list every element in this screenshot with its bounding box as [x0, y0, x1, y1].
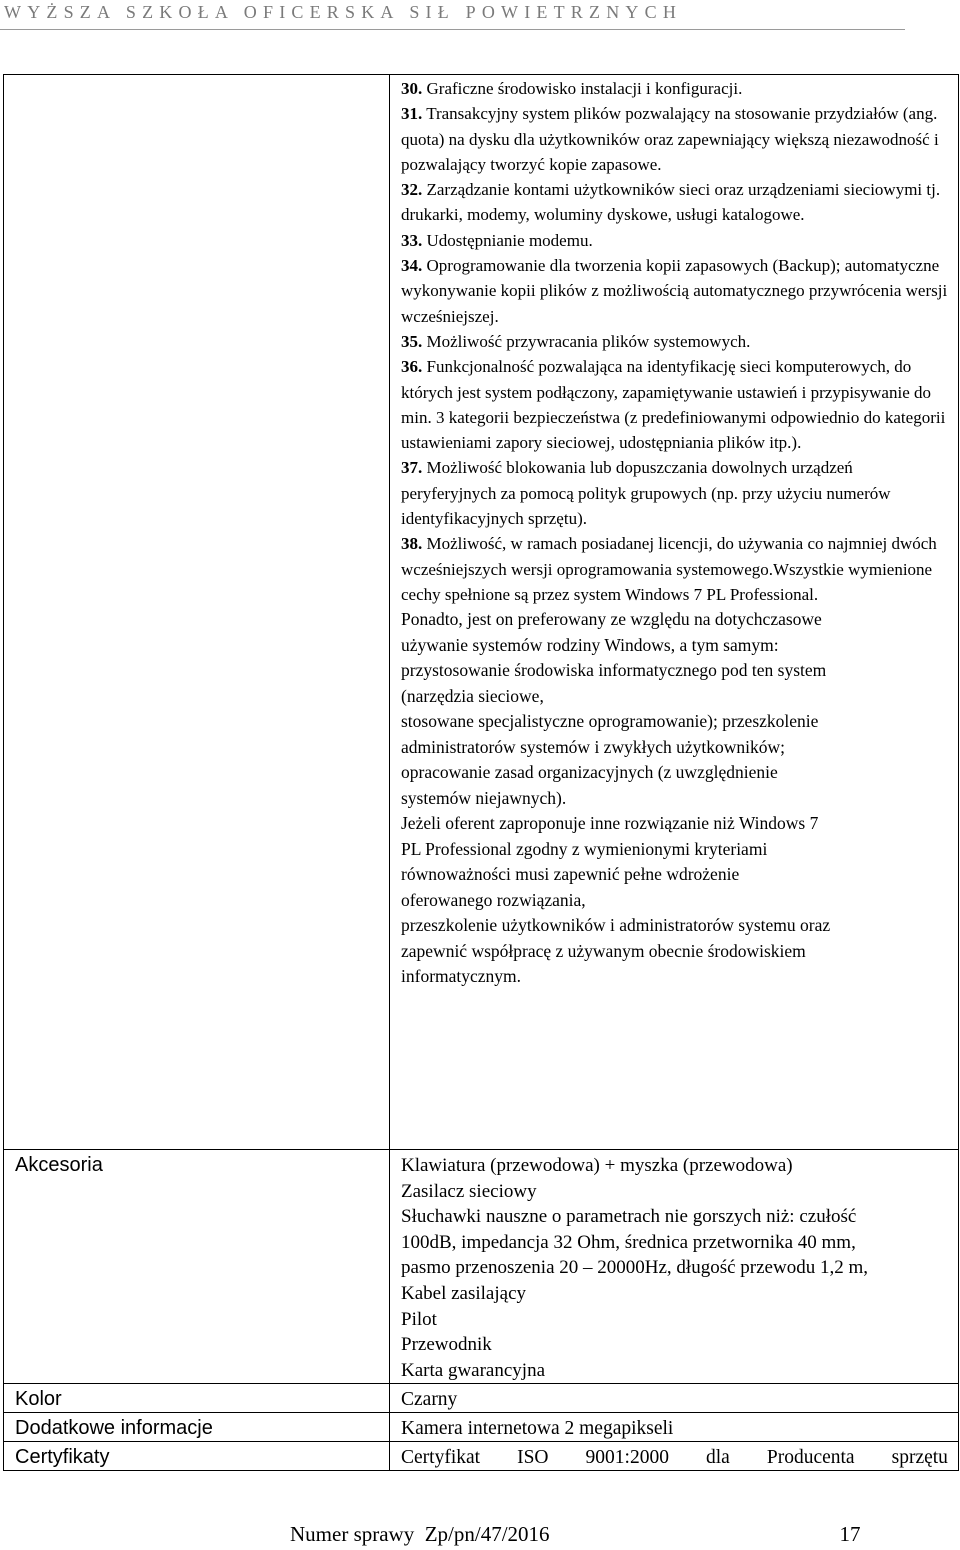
accessory-line: Kabel zasilający — [401, 1282, 527, 1304]
certificate-word: Certyfikat — [401, 1447, 481, 1469]
certificate-word: dla — [706, 1447, 730, 1469]
certificate-word: 9001:2000 — [585, 1447, 669, 1469]
requirement-item: 34. Oprogramowanie dla tworzenia kopii zapasowych (Backup); automatyczne wykonywanie kopii plików z możliwością automatycznego przywrócenia wersji wcześniejszej. — [401, 256, 948, 326]
requirement-item: 30. Graficzne środowisko instalacji i konfiguracji. — [401, 79, 743, 98]
paragraph-line: przeszkolenie użytkowników i administratorów systemu oraz — [401, 915, 831, 936]
requirement-item: 35. Możliwość przywracania plików systemowych. — [401, 331, 751, 351]
accessory-line: Przewodnik — [401, 1334, 492, 1356]
certificates-value — [401, 1442, 948, 1470]
os-requirements-row — [4, 75, 959, 1150]
accessory-line: 100dB, impedancja 32 Ohm, średnica przetwornika 40 mm, — [401, 1231, 856, 1253]
paragraph-line: opracowanie zasad organizacyjnych (z uwzględnienie — [401, 762, 778, 783]
requirement-item: 32. Zarządzanie kontami użytkowników sieci oraz urządzeniami sieciowymi tj. drukarki, modemy, woluminy dyskowe, usługi katalogowe. — [401, 180, 941, 225]
accessories-value — [390, 1150, 959, 1384]
requirement-item: 33. Udostępnianie modemu. — [401, 230, 593, 250]
accessory-line: Zasilacz sieciowy — [401, 1180, 537, 1202]
paragraph-line: administratorów systemów i zwykłych użytkowników; — [401, 736, 785, 757]
os-requirements-cell — [390, 75, 959, 1150]
certificate-word: sprzętu — [891, 1447, 948, 1469]
institution-header: WYŻSZA SZKOŁA OFICERSKA SIŁ POWIETRZNYCH — [4, 2, 683, 22]
paragraph-line: PL Professional zgodny z wymienionymi kryteriami — [401, 838, 768, 859]
paragraph-line: przystosowanie środowiska informatycznego pod ten system — [401, 660, 827, 681]
accessories-label: Akcesoria — [4, 1150, 390, 1384]
color-value-cell — [390, 1384, 959, 1413]
accessory-line: Klawiatura (przewodowa) + myszka (przewodowa) — [401, 1155, 793, 1176]
color-label: Kolor — [4, 1384, 390, 1413]
certificates-value-cell — [390, 1442, 959, 1471]
requirement-item: 37. Możliwość blokowania lub dopuszczania dowolnych urządzeń peryferyjnych za pomocą polityk grupowych (np. przy użyciu numerów identyfikacyjnych sprzętu). — [401, 458, 891, 529]
equivalence-paragraph — [401, 811, 948, 990]
accessory-line: pasmo przenoszenia 20 – 20000Hz, długość przewodu 1,2 m, — [401, 1257, 868, 1279]
case-number: Numer sprawy Zp/pn/47/2016 — [290, 1522, 550, 1546]
accessory-line: Karta gwarancyjna — [401, 1359, 546, 1381]
page-number: 17 — [839, 1522, 861, 1546]
header-rule — [0, 29, 905, 30]
color-value: Czarny — [401, 1389, 458, 1411]
requirement-item: 31. Transakcyjny system plików pozwalający na stosowanie przydziałów (ang. quota) na dysku dla użytkowników oraz zapewniający większą niezawodność i pozwalający tworzyć kopie zapasowe. — [401, 104, 939, 174]
specification-table — [3, 74, 959, 1471]
paragraph-line: oferowanego rozwiązania, — [401, 889, 586, 910]
empty-label-cell — [4, 75, 390, 1150]
extra-info-value: Kamera internetowa 2 megapikseli — [401, 1418, 674, 1440]
extra-info-value-cell — [390, 1413, 959, 1442]
certificate-word: ISO — [517, 1447, 549, 1469]
accessory-line: Pilot — [401, 1308, 437, 1330]
extra-info-row — [4, 1413, 959, 1442]
preference-paragraph — [401, 607, 948, 811]
paragraph-line: (narzędzia sieciowe, — [401, 685, 544, 706]
accessory-line: Słuchawki nauszne o parametrach nie gorszych niż: czułość — [401, 1206, 857, 1228]
certificates-row — [4, 1442, 959, 1471]
extra-info-label: Dodatkowe informacje — [4, 1413, 390, 1442]
paragraph-line: Ponadto, jest on preferowany ze względu na dotychczasowe — [401, 609, 822, 630]
color-row — [4, 1384, 959, 1413]
paragraph-line: Jeżeli oferent zaproponuje inne rozwiązanie niż Windows 7 — [401, 813, 819, 834]
accessories-row — [4, 1150, 959, 1384]
paragraph-line: stosowane specjalistyczne oprogramowanie); przeszkolenie — [401, 711, 819, 732]
requirement-item: 36. Funkcjonalność pozwalająca na identyfikację sieci komputerowych, do których jest system podłączony, zapamiętywanie ustawień i przypisywanie do min. 3 kategorii bezpieczeństwa (z predefiniowanymi odpowiednio do kategorii ustawieniami zapory sieciowej, udostępniania plików itp.). — [401, 357, 946, 453]
paragraph-line: używanie systemów rodziny Windows, a tym samym: — [401, 634, 779, 655]
paragraph-line: równoważności musi zapewnić pełne wdrożenie — [401, 864, 740, 885]
requirement-item: 38. Możliwość, w ramach posiadanej licencji, do używania co najmniej dwóch wcześniejszych wersji oprogramowania systemowego.Wszystkie wymienione cechy spełnione są przez system Windows 7 PL Professional. — [401, 534, 937, 604]
certificate-word: Producenta — [766, 1447, 855, 1469]
certificates-label: Certyfikaty — [4, 1442, 390, 1471]
paragraph-line: zapewnić współpracę z używanym obecnie środowiskiem — [401, 940, 806, 961]
paragraph-line: systemów niejawnych). — [401, 787, 567, 808]
paragraph-line: informatycznym. — [401, 966, 522, 987]
page-footer — [290, 1522, 861, 1547]
